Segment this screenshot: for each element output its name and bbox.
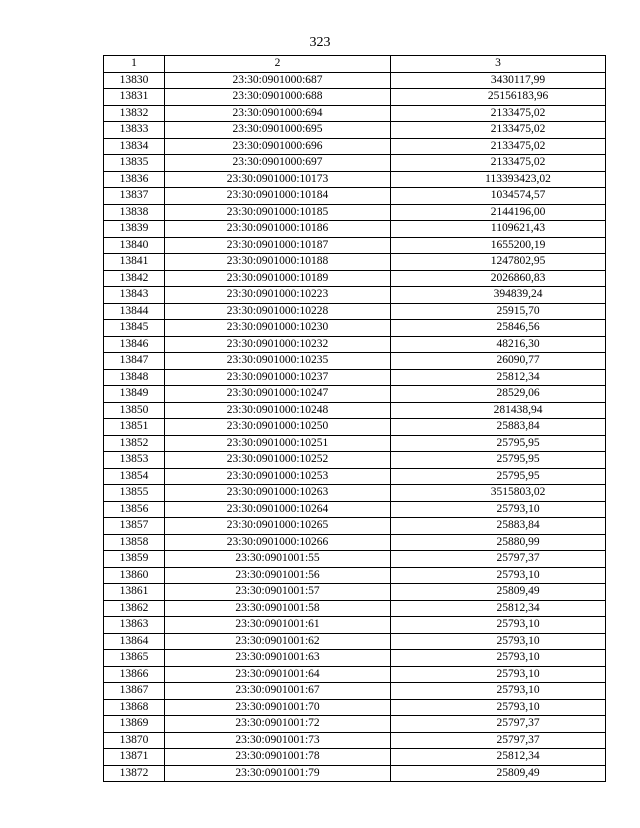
value-cell: 25793,10 (391, 617, 606, 634)
table-row (104, 155, 606, 172)
table-row (104, 518, 606, 535)
table-row (104, 501, 606, 518)
row-number-cell: 13870 (104, 732, 165, 749)
table-row (104, 303, 606, 320)
cadastral-number-cell: 23:30:0901000:10228 (165, 303, 391, 320)
row-number-cell: 13862 (104, 600, 165, 617)
row-number-cell: 13843 (104, 287, 165, 304)
table-row (104, 567, 606, 584)
row-number-cell: 13849 (104, 386, 165, 403)
value-cell: 25883,84 (391, 419, 606, 436)
row-number-cell: 13836 (104, 171, 165, 188)
table-row (104, 617, 606, 634)
table-row (104, 89, 606, 106)
cadastral-number-cell: 23:30:0901001:57 (165, 584, 391, 601)
table-row (104, 765, 606, 782)
cadastral-number-cell: 23:30:0901000:10173 (165, 171, 391, 188)
value-cell: 25156183,96 (391, 89, 606, 106)
row-number-cell: 13832 (104, 105, 165, 122)
value-cell: 25793,10 (391, 633, 606, 650)
row-number-cell: 13864 (104, 633, 165, 650)
value-cell: 25880,99 (391, 534, 606, 551)
row-number-cell: 13844 (104, 303, 165, 320)
row-number-cell: 13858 (104, 534, 165, 551)
value-cell: 1655200,19 (391, 237, 606, 254)
column-header-3: 3 (391, 56, 606, 73)
cadastral-number-cell: 23:30:0901000:10252 (165, 452, 391, 469)
table-row (104, 402, 606, 419)
row-number-cell: 13852 (104, 435, 165, 452)
table-row (104, 468, 606, 485)
row-number-cell: 13831 (104, 89, 165, 106)
value-cell: 25797,37 (391, 716, 606, 733)
table-row (104, 699, 606, 716)
row-number-cell: 13842 (104, 270, 165, 287)
cadastral-number-cell: 23:30:0901001:70 (165, 699, 391, 716)
cadastral-number-cell: 23:30:0901001:73 (165, 732, 391, 749)
cadastral-number-cell: 23:30:0901000:10237 (165, 369, 391, 386)
row-number-cell: 13848 (104, 369, 165, 386)
value-cell: 25793,10 (391, 666, 606, 683)
value-cell: 2133475,02 (391, 105, 606, 122)
cadastral-number-cell: 23:30:0901000:694 (165, 105, 391, 122)
cadastral-number-cell: 23:30:0901000:10188 (165, 254, 391, 271)
value-cell: 25809,49 (391, 765, 606, 782)
cadastral-number-cell: 23:30:0901000:10247 (165, 386, 391, 403)
row-number-cell: 13861 (104, 584, 165, 601)
table-row (104, 732, 606, 749)
row-number-cell: 13853 (104, 452, 165, 469)
cadastral-number-cell: 23:30:0901001:78 (165, 749, 391, 766)
value-cell: 26090,77 (391, 353, 606, 370)
value-cell: 1109621,43 (391, 221, 606, 238)
column-header-2: 2 (165, 56, 391, 73)
value-cell: 28529,06 (391, 386, 606, 403)
value-cell: 25809,49 (391, 584, 606, 601)
row-number-cell: 13838 (104, 204, 165, 221)
value-cell: 113393423,02 (391, 171, 606, 188)
row-number-cell: 13856 (104, 501, 165, 518)
value-cell: 25915,70 (391, 303, 606, 320)
cadastral-number-cell: 23:30:0901001:62 (165, 633, 391, 650)
row-number-cell: 13837 (104, 188, 165, 205)
cadastral-number-cell: 23:30:0901000:10265 (165, 518, 391, 535)
table-row (104, 320, 606, 337)
cadastral-number-cell: 23:30:0901001:61 (165, 617, 391, 634)
cadastral-number-cell: 23:30:0901000:10189 (165, 270, 391, 287)
value-cell: 394839,24 (391, 287, 606, 304)
value-cell: 25793,10 (391, 650, 606, 667)
data-table (103, 55, 606, 782)
cadastral-number-cell: 23:30:0901001:55 (165, 551, 391, 568)
value-cell: 25797,37 (391, 551, 606, 568)
row-number-cell: 13854 (104, 468, 165, 485)
value-cell: 25812,34 (391, 600, 606, 617)
cadastral-number-cell: 23:30:0901000:10250 (165, 419, 391, 436)
cadastral-number-cell: 23:30:0901000:10186 (165, 221, 391, 238)
row-number-cell: 13855 (104, 485, 165, 502)
row-number-cell: 13839 (104, 221, 165, 238)
row-number-cell: 13872 (104, 765, 165, 782)
value-cell: 2133475,02 (391, 122, 606, 139)
cadastral-number-cell: 23:30:0901000:10263 (165, 485, 391, 502)
table-row (104, 287, 606, 304)
table-row (104, 584, 606, 601)
cadastral-number-cell: 23:30:0901001:56 (165, 567, 391, 584)
value-cell: 25797,37 (391, 732, 606, 749)
table-header-row (104, 56, 606, 73)
row-number-cell: 13833 (104, 122, 165, 139)
cadastral-number-cell: 23:30:0901000:10253 (165, 468, 391, 485)
table-row (104, 72, 606, 89)
row-number-cell: 13834 (104, 138, 165, 155)
cadastral-number-cell: 23:30:0901001:58 (165, 600, 391, 617)
cadastral-number-cell: 23:30:0901000:10184 (165, 188, 391, 205)
row-number-cell: 13841 (104, 254, 165, 271)
cadastral-number-cell: 23:30:0901001:72 (165, 716, 391, 733)
table-row (104, 485, 606, 502)
table-row (104, 221, 606, 238)
value-cell: 25793,10 (391, 699, 606, 716)
value-cell: 3515803,02 (391, 485, 606, 502)
cadastral-number-cell: 23:30:0901000:10230 (165, 320, 391, 337)
table-row (104, 435, 606, 452)
table-row (104, 369, 606, 386)
table-row (104, 716, 606, 733)
cadastral-number-cell: 23:30:0901000:10248 (165, 402, 391, 419)
table-row (104, 270, 606, 287)
value-cell: 25795,95 (391, 468, 606, 485)
cadastral-number-cell: 23:30:0901001:67 (165, 683, 391, 700)
cadastral-number-cell: 23:30:0901000:687 (165, 72, 391, 89)
table-row (104, 534, 606, 551)
table-row (104, 551, 606, 568)
value-cell: 2133475,02 (391, 155, 606, 172)
value-cell: 25883,84 (391, 518, 606, 535)
value-cell: 25795,95 (391, 435, 606, 452)
page-number: 323 (309, 35, 331, 50)
table-row (104, 650, 606, 667)
row-number-cell: 13840 (104, 237, 165, 254)
row-number-cell: 13871 (104, 749, 165, 766)
value-cell: 1247802,95 (391, 254, 606, 271)
row-number-cell: 13835 (104, 155, 165, 172)
table-row (104, 105, 606, 122)
cadastral-number-cell: 23:30:0901001:64 (165, 666, 391, 683)
table-body (104, 72, 606, 782)
value-cell: 48216,30 (391, 336, 606, 353)
table-row (104, 633, 606, 650)
table-row (104, 204, 606, 221)
value-cell: 25795,95 (391, 452, 606, 469)
cadastral-number-cell: 23:30:0901000:10266 (165, 534, 391, 551)
row-number-cell: 13850 (104, 402, 165, 419)
table-row (104, 237, 606, 254)
row-number-cell: 13846 (104, 336, 165, 353)
value-cell: 1034574,57 (391, 188, 606, 205)
row-number-cell: 13845 (104, 320, 165, 337)
row-number-cell: 13857 (104, 518, 165, 535)
table-row (104, 452, 606, 469)
row-number-cell: 13869 (104, 716, 165, 733)
table-row (104, 122, 606, 139)
table-row (104, 419, 606, 436)
cadastral-number-cell: 23:30:0901000:10223 (165, 287, 391, 304)
table-row (104, 336, 606, 353)
row-number-cell: 13860 (104, 567, 165, 584)
table-row (104, 386, 606, 403)
row-number-cell: 13866 (104, 666, 165, 683)
value-cell: 281438,94 (391, 402, 606, 419)
cadastral-number-cell: 23:30:0901000:697 (165, 155, 391, 172)
table-row (104, 749, 606, 766)
row-number-cell: 13830 (104, 72, 165, 89)
value-cell: 25793,10 (391, 567, 606, 584)
value-cell: 25812,34 (391, 749, 606, 766)
row-number-cell: 13863 (104, 617, 165, 634)
table-row (104, 188, 606, 205)
column-header-1: 1 (104, 56, 165, 73)
cadastral-number-cell: 23:30:0901000:696 (165, 138, 391, 155)
value-cell: 25793,10 (391, 501, 606, 518)
cadastral-number-cell: 23:30:0901000:10251 (165, 435, 391, 452)
row-number-cell: 13868 (104, 699, 165, 716)
row-number-cell: 13865 (104, 650, 165, 667)
value-cell: 25793,10 (391, 683, 606, 700)
row-number-cell: 13867 (104, 683, 165, 700)
table-row (104, 600, 606, 617)
cadastral-number-cell: 23:30:0901000:695 (165, 122, 391, 139)
value-cell: 2026860,83 (391, 270, 606, 287)
value-cell: 25846,56 (391, 320, 606, 337)
cadastral-number-cell: 23:30:0901000:10264 (165, 501, 391, 518)
cadastral-number-cell: 23:30:0901000:10232 (165, 336, 391, 353)
row-number-cell: 13847 (104, 353, 165, 370)
table-row (104, 666, 606, 683)
cadastral-number-cell: 23:30:0901001:63 (165, 650, 391, 667)
value-cell: 2133475,02 (391, 138, 606, 155)
table-row (104, 254, 606, 271)
row-number-cell: 13851 (104, 419, 165, 436)
row-number-cell: 13859 (104, 551, 165, 568)
cadastral-number-cell: 23:30:0901000:10187 (165, 237, 391, 254)
value-cell: 25812,34 (391, 369, 606, 386)
cadastral-number-cell: 23:30:0901001:79 (165, 765, 391, 782)
table-row (104, 683, 606, 700)
cadastral-number-cell: 23:30:0901000:10235 (165, 353, 391, 370)
value-cell: 3430117,99 (391, 72, 606, 89)
table-row (104, 171, 606, 188)
table-row (104, 353, 606, 370)
table-row (104, 138, 606, 155)
cadastral-number-cell: 23:30:0901000:10185 (165, 204, 391, 221)
value-cell: 2144196,00 (391, 204, 606, 221)
cadastral-number-cell: 23:30:0901000:688 (165, 89, 391, 106)
